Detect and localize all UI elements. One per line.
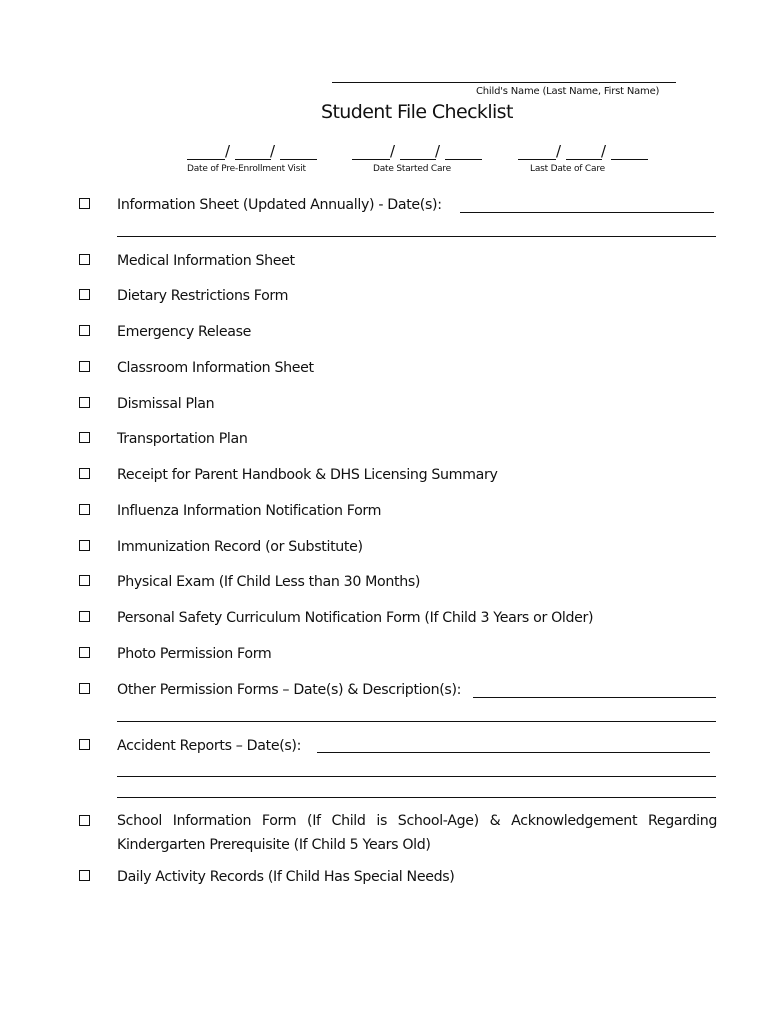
checkbox[interactable] xyxy=(79,815,90,826)
checklist-item-label: Transportation Plan xyxy=(117,431,248,447)
fill-line[interactable] xyxy=(117,776,716,777)
checkbox[interactable] xyxy=(79,575,90,586)
checklist-item-label: Physical Exam (If Child Less than 30 Months) xyxy=(117,574,421,590)
checkbox[interactable] xyxy=(79,289,90,300)
fill-line[interactable] xyxy=(117,797,716,798)
date-label-last-care: Last Date of Care xyxy=(530,164,605,174)
checklist-item-label: Influenza Information Notification Form xyxy=(117,503,382,519)
checklist-item-label: Classroom Information Sheet xyxy=(117,360,314,376)
fill-line[interactable] xyxy=(317,752,710,753)
checklist-item-label: Accident Reports – Date(s): xyxy=(117,738,302,754)
checklist-item-label: Medical Information Sheet xyxy=(117,253,295,269)
checkbox[interactable] xyxy=(79,870,90,881)
date-slash: / xyxy=(556,142,562,160)
checkbox[interactable] xyxy=(79,198,90,209)
date-slash: / xyxy=(390,142,396,160)
checkbox[interactable] xyxy=(79,647,90,658)
checkbox[interactable] xyxy=(79,504,90,515)
fill-line[interactable] xyxy=(460,212,714,213)
checklist-item-label: Personal Safety Curriculum Notification Form (If Child 3 Years or Older) xyxy=(117,610,594,626)
checkbox[interactable] xyxy=(79,468,90,479)
fill-line[interactable] xyxy=(117,721,716,722)
fill-line[interactable] xyxy=(117,236,716,237)
checklist-item-label: Emergency Release xyxy=(117,324,252,340)
checklist-item-label-line2: Kindergarten Prerequisite (If Child 5 Years Old) xyxy=(117,837,431,853)
checklist-item-label: Daily Activity Records (If Child Has Special Needs) xyxy=(117,869,455,885)
checklist-item-label: Other Permission Forms – Date(s) & Description(s): xyxy=(117,682,462,698)
checklist-item-label: School Information Form (If Child is School-Age) & Acknowledgement Regarding xyxy=(117,813,717,829)
date-label-started-care: Date Started Care xyxy=(373,164,451,174)
page-title: Student File Checklist xyxy=(321,101,513,123)
checkbox[interactable] xyxy=(79,361,90,372)
checklist-item-label: Information Sheet (Updated Annually) - Date(s): xyxy=(117,197,442,213)
checklist-item-label: Receipt for Parent Handbook & DHS Licensing Summary xyxy=(117,467,498,483)
checkbox[interactable] xyxy=(79,683,90,694)
fill-line[interactable] xyxy=(473,697,716,698)
date-slash: / xyxy=(270,142,276,160)
date-slash: / xyxy=(435,142,441,160)
checklist-item-label: Photo Permission Form xyxy=(117,646,272,662)
checkbox[interactable] xyxy=(79,611,90,622)
childs-name-line[interactable] xyxy=(332,82,676,83)
childs-name-label: Child's Name (Last Name, First Name) xyxy=(476,86,660,97)
date-slash: / xyxy=(601,142,607,160)
checkbox[interactable] xyxy=(79,432,90,443)
checkbox[interactable] xyxy=(79,397,90,408)
checklist-item-label: Dismissal Plan xyxy=(117,396,215,412)
checklist-item-label: Immunization Record (or Substitute) xyxy=(117,539,363,555)
checklist-item-label: Dietary Restrictions Form xyxy=(117,288,289,304)
date-slash: / xyxy=(225,142,231,160)
date-label-pre-enrollment: Date of Pre-Enrollment Visit xyxy=(187,164,306,174)
checkbox[interactable] xyxy=(79,540,90,551)
checkbox[interactable] xyxy=(79,325,90,336)
checkbox[interactable] xyxy=(79,254,90,265)
checkbox[interactable] xyxy=(79,739,90,750)
